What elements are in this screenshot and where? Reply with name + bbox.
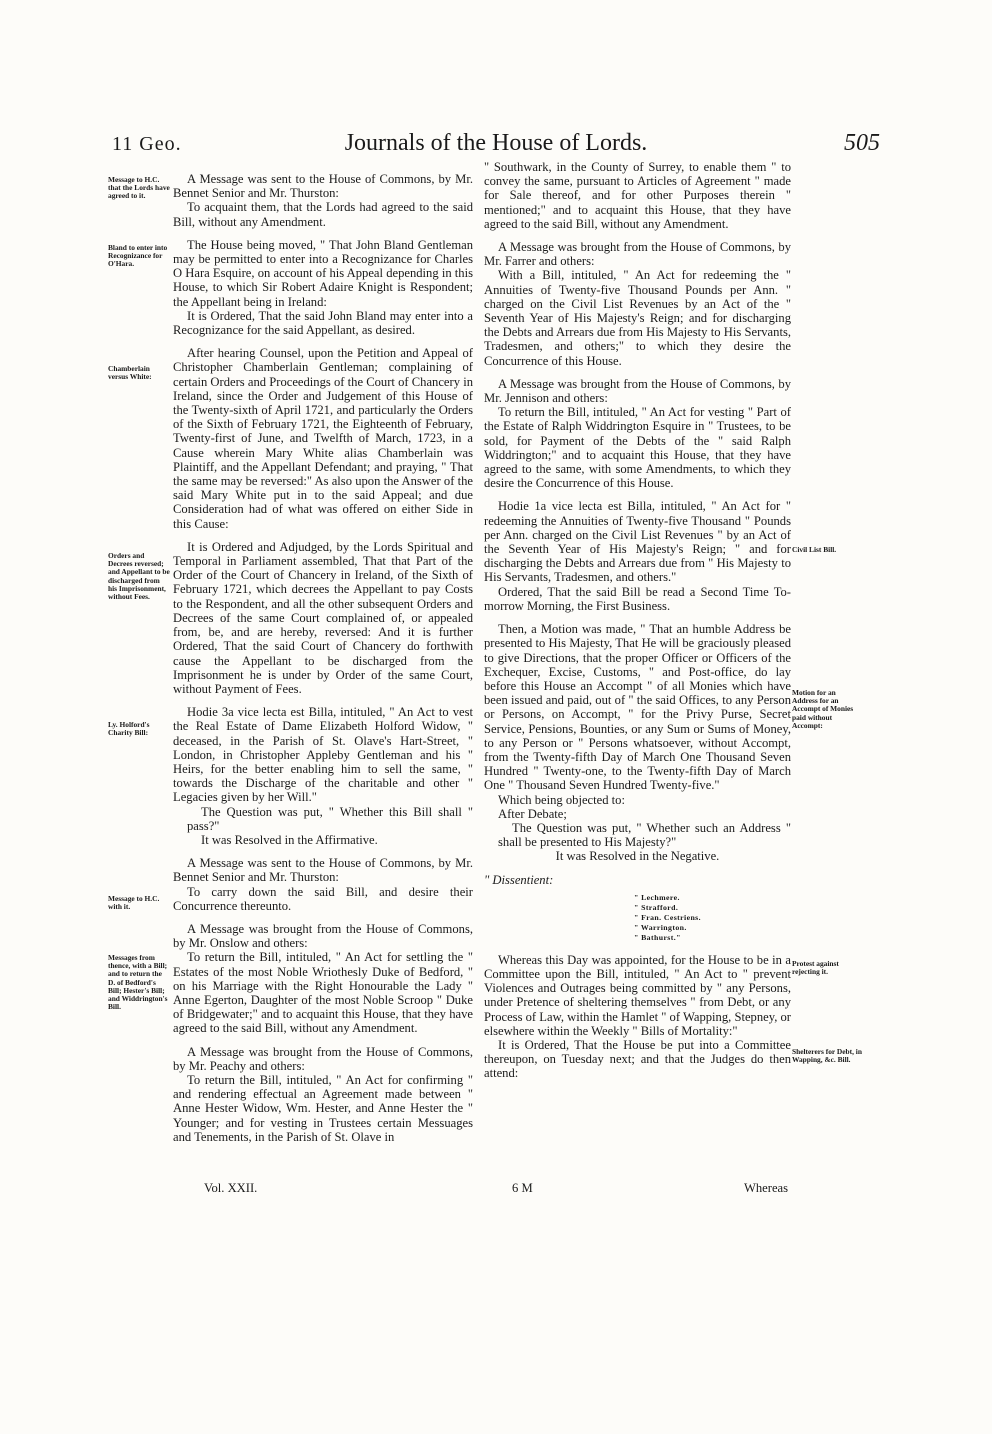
paragraph: It is Ordered, That the House be put into a Committee thereupon, on Tuesday next; and that the Judges do then attend: <box>484 1037 791 1081</box>
paragraph: To acquaint them, that the Lords had agreed to the said Bill, without any Amendment. <box>173 200 473 229</box>
left-column <box>173 172 473 1153</box>
paragraph: The Question was put, " Whether this Bill shall " pass?" <box>187 804 473 833</box>
paragraph: It was Resolved in the Negative. <box>555 849 720 864</box>
paragraph: The Question was put, " Whether such an Address " shall be presented to His Majesty?" <box>498 820 791 850</box>
margin-note: Protest against rejecting it. <box>792 959 839 977</box>
margin-note: Civil List Bill. <box>792 545 837 554</box>
signature: " Fran. Cestriens. <box>634 912 701 922</box>
paragraph: Hodie 1a vice lecta est Billa, intituled, " An Act for " redeeming the Annuities of Twenty-five Thousand " Pounds per Ann. charged on the Civil List Revenues " by an Act of the Seventh Year of His Majesty's Reign; " and for discharging the Debts and Arrears due from " His Majesty to His Servants, Tradesmen, and others." <box>484 499 791 585</box>
margin-note: Chamberlain versus White: <box>108 364 152 382</box>
paragraph: To return the Bill, intituled, " An Act for vesting " Part of the Estate of Ralph Widdrington Esquire in " Trustees, to be sold, for Payment of the Debts of the " said Ralph Widdrington;" and to acquaint this House, that they have agreed to the same, with some Amendments, to which they desire the Concurrence of this House. <box>484 405 791 491</box>
paragraph: To carry down the said Bill, and desire their Concurrence thereunto. <box>173 884 473 913</box>
paragraph: It was Resolved in the Affirmative. <box>201 832 378 847</box>
paragraph: A Message was sent to the House of Commons, by Mr. Bennet Senior and Mr. Thurston: <box>173 856 473 885</box>
dissentient-label: " Dissentient: <box>484 872 554 887</box>
margin-note: Message to H.C. that the Lords have agreed to it. <box>108 175 170 201</box>
paragraph: It is Ordered and Adjudged, by the Lords Spiritual and Temporal in Parliament assembled, That that Part of the Order of the Court of Chancery in Ireland, of the Sixth of February 1721, which decrees the Appellant to pay Costs to the Respondent, and all the other subsequent Orders and Decrees of the same Court complained of, or appealed from, be, and are hereby, reversed: And it is further Ordered, That the said Court of Chancery do forthwith cause the Appellant to be discharged from the Imprisonment he is under by Order of the same Court, without Payment of Fees. <box>173 539 473 696</box>
paragraph: A Message was sent to the House of Commons, by Mr. Bennet Senior and Mr. Thurston: <box>173 172 473 201</box>
paragraph: With a Bill, intituled, " An Act for redeeming the " Annuities of Twenty-five Thousand Pounds per Ann. " charged on the Civil List Revenues by an Act of the " Seventh Year of His Majesty's Reign; and for discharging the Debts and Arrears due from His Majesty to His Servants, Tradesmen, and others;" to which they desire the Concurrence of this House. <box>484 268 791 368</box>
paragraph: After hearing Counsel, upon the Petition and Appeal of Christopher Chamberlain Gentleman; complaining of certain Orders and Proceedings of the Court of Chancery in Ireland, since the Order and Judgement of this House of the Twenty-sixth of April 1721, and particularly the Orders of the Sixth of February 1721, the Eighteenth of February, Twenty-first of June, and Twelfth of March, 1723, in a Cause wherein Mary White alias Chamberlain was Plaintiff, and the Appellant Defendant; and praying, " That the same may be reversed:" As also upon the Answer of the said Mary White put in to the said Appeal; and due Consideration had of what was offered on either Side in this Cause: <box>173 346 473 531</box>
catchword: Whereas <box>744 1181 789 1195</box>
signature: " Bathurst." <box>634 932 681 942</box>
paragraph: To return the Bill, intituled, " An Act for confirming " and rendering effectual an Agreement made between " Anne Hester Widow, Wm. Hester, and Anne Hester the " Younger; and for vesting in Trustees certain Messuages and Tenements, in the Parish of St. Olave in <box>173 1072 473 1144</box>
signature-mark: 6 M <box>512 1181 533 1195</box>
volume-label: Vol. XXII. <box>204 1181 258 1195</box>
margin-note: Message to H.C. with it. <box>108 894 160 912</box>
paragraph: Hodie 3a vice lecta est Billa, intituled, " An Act to vest the Real Estate of Dame Elizabeth Holford Widow, " deceased, in the Parish of St. Olave's Hart-Street, " London, in Christopher Appleby Gentleman and his " Heirs, for the better enabling him to sell the same, " towards the Discharge of the charitable and other " Legacies given by her Will." <box>173 705 473 805</box>
paragraph: It is Ordered, That the said John Bland may enter into a Recognizance for the said Appellant, as desired. <box>173 308 473 338</box>
paragraph: To return the Bill, intituled, " An Act for settling the " Estates of the most Noble Wriothesly Duke of Bedford, " on his Marriage with the Right Honourable the Lady " Anne Egerton, Daughter of the most Noble Scroop " Duke of Bridgewater;" and to acquaint this House, that they have agreed to the said Bill, without any Amendment. <box>173 950 473 1036</box>
margin-note: Messages from thence, with a Bill; and to return the D. of Bedford's Bill; Hester's Bill; and Widdrington's Bill. <box>108 953 168 1012</box>
margin-note: Orders and Decrees reversed; and Appellant to be discharged from his Imprisonment, without Fees. <box>108 551 170 602</box>
dissent-signatures <box>634 893 791 943</box>
paragraph: A Message was brought from the House of Commons, by Mr. Onslow and others: <box>173 921 473 951</box>
paragraph: Then, a Motion was made, " That an humble Address be presented to His Majesty, That He will be graciously pleased to give Directions, that the proper Officer or Officers of the Exchequer, Excise, Customs, " and Post-office, do lay before this House an Accompt " of all Monies which have been issued and paid, out of " the said Offices, to any Person or Persons, on Accompt, " for the Privy Purse, Secret Service, Pensions, Bounties, or any Sum or Sums of Money, to any Person or " Persons whatsoever, without Accompt, from the Twenty-fifth Day of March One Thousand Seven Hundred " Twenty-one, to the Twenty-fifth Day of March One " Thousand Seven Hundred Twenty-five." <box>484 622 791 793</box>
running-head-left: 11 Geo. <box>112 133 182 155</box>
paragraph: Ordered, That the said Bill be read a Second Time To-morrow Morning, the First Business. <box>484 584 791 613</box>
paragraph: " Southwark, in the County of Surrey, to enable them " to convey the same, pursuant to Articles of Agreement " made for Sale thereof, and for other Purposes therein " mentioned;" and to acquaint this House, that they have agreed to the said Bill, without any Amendment. <box>484 160 791 231</box>
paragraph: A Message was brought from the House of Commons, by Mr. Jennison and others: <box>484 376 791 406</box>
margin-note: Motion for an Address for an Accompt of Monies paid without Accompt: <box>792 688 854 730</box>
page-title: Journals of the House of Lords. <box>344 130 648 156</box>
signature: " Strafford. <box>634 902 679 912</box>
paragraph: A Message was brought from the House of Commons, by Mr. Peachy and others: <box>173 1044 473 1073</box>
margin-note: Shelterers for Debt, in Wapping, &c. Bill. <box>792 1047 862 1065</box>
paragraph: The House being moved, " That John Bland Gentleman may be permitted to enter into a Recognizance for Charles O Hara Esquire, on account of his Appeal depending in this House, to which Sir Robert Adaire Knight is Respondent; the Appellant being in Ireland: <box>173 237 473 309</box>
paragraph: Whereas this Day was appointed, for the House to be in a Committee upon the Bill, intituled, " An Act to " prevent Violences and Outrages being committed by " any Persons, under Pretence of sheltering themselves " from Debt, or any Process of Law, within the Hamlet " of Wapping, Stepney, or elsewhere within the Weekly " Bills of Mortality:" <box>484 952 791 1038</box>
paragraph: After Debate; <box>498 806 567 821</box>
paragraph: A Message was brought from the House of Commons, by Mr. Farrer and others: <box>484 240 791 269</box>
signature: " Warrington. <box>634 922 687 932</box>
margin-note: Ly. Holford's Charity Bill: <box>108 720 150 738</box>
paragraph: Which being objected to: <box>498 792 625 807</box>
page-number: 505 <box>844 130 880 156</box>
margin-note: Bland to enter into Recognizance for O'Hara. <box>108 243 168 269</box>
signature: " Lechmere. <box>634 892 680 902</box>
right-column <box>484 160 791 1090</box>
